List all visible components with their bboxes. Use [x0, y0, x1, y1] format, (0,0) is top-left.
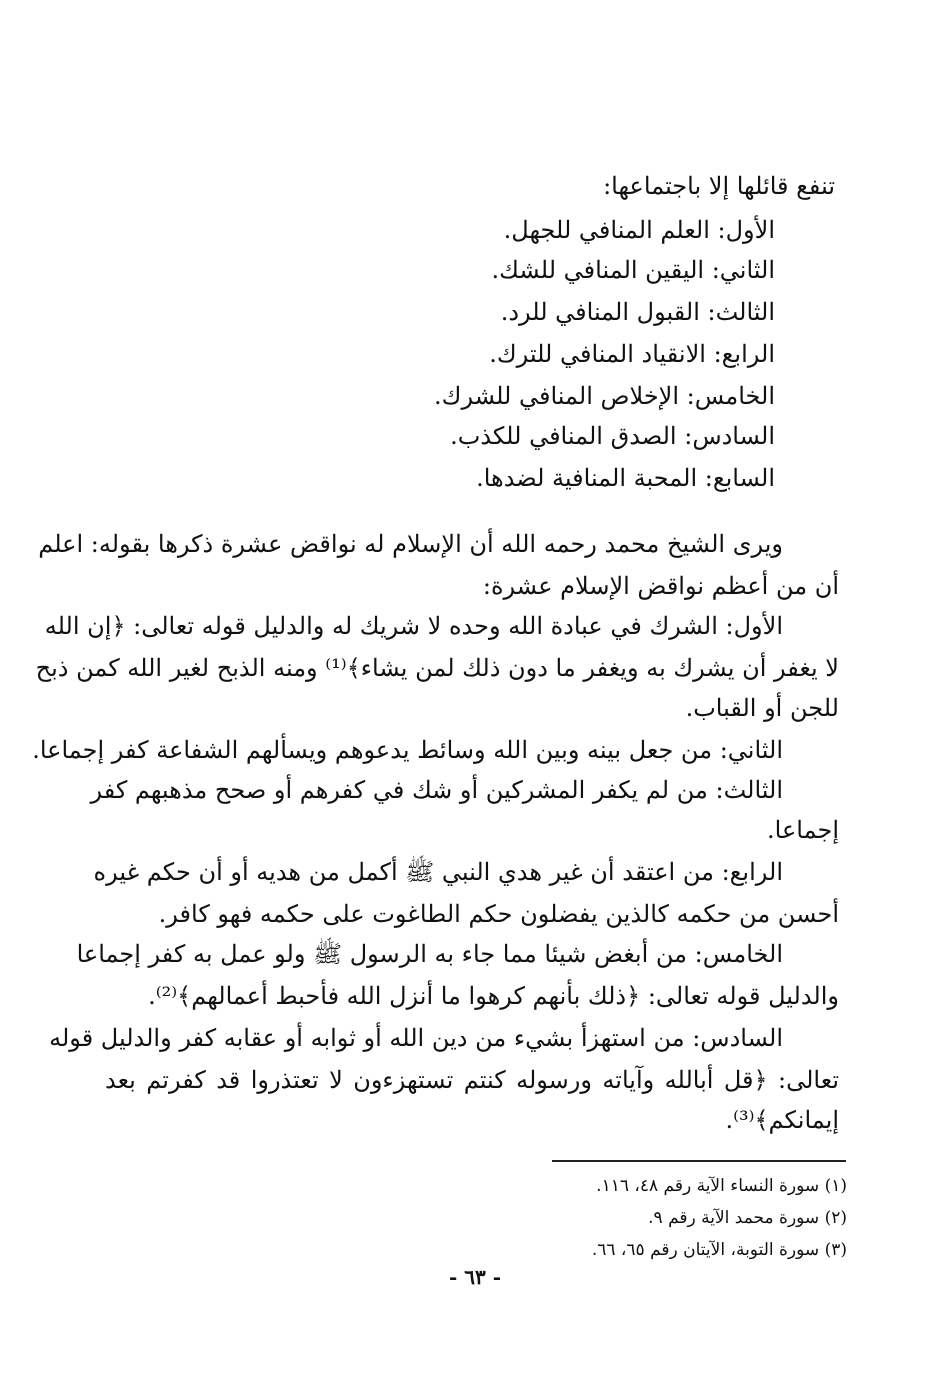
body-line: والدليل قوله تعالى: ﴿ذلك بأنهم كرهوا ما أنزل الله فأحبط أعمالهم﴾⁽²⁾.	[148, 982, 839, 1010]
body-line: أحسن من حكمه كالذين يفضلون حكم الطاغوت على حكمه فهو كافر.	[158, 900, 839, 928]
body-line: الأول: الشرك في عبادة الله وحده لا شريك له والدليل قوله تعالى: ﴿إن الله	[44, 612, 783, 640]
body-line: الثالث: من لم يكفر المشركين أو شك في كفرهم أو صحح مذهبهم كفر	[90, 776, 783, 804]
body-line: تعالى: ﴿قل أبالله وآياته ورسوله كنتم تستهزءون لا تعتذروا قد كفرتم بعد	[105, 1066, 839, 1094]
footnote: (٢) سورة محمد الآية رقم ٩.	[648, 1208, 847, 1228]
body-line: ويرى الشيخ محمد رحمه الله أن الإسلام له نواقض عشرة ذكرها بقوله: اعلم	[38, 530, 783, 558]
condition-item: السادس: الصدق المنافي للكذب.	[450, 422, 775, 450]
body-line: إيمانكم﴾⁽³⁾.	[725, 1106, 839, 1134]
condition-item: الرابع: الانقياد المنافي للترك.	[489, 340, 775, 368]
condition-item: الخامس: الإخلاص المنافي للشرك.	[434, 382, 775, 410]
body-line: الثاني: من جعل بينه وبين الله وسائط يدعوهم ويسألهم الشفاعة كفر إجماعا.	[32, 736, 783, 764]
footnote: (١) سورة النساء الآية رقم ٤٨، ١١٦.	[596, 1176, 847, 1196]
body-line: الخامس: من أبغض شيئا مما جاء به الرسول ﷺ ولو عمل به كفر إجماعا	[76, 940, 783, 968]
condition-item: السابع: المحبة المنافية لضدها.	[476, 464, 775, 492]
page-number: - ٦٣ -	[448, 1265, 501, 1289]
body-line: لا يغفر أن يشرك به ويغفر ما دون ذلك لمن يشاء﴾⁽¹⁾ ومنه الذبح لغير الله كمن ذبح	[35, 654, 839, 682]
intro-line: تنفع قائلها إلا باجتماعها:	[603, 172, 835, 200]
footnote-divider	[552, 1160, 846, 1162]
condition-item: الثاني: اليقين المنافي للشك.	[491, 256, 775, 284]
condition-item: الثالث: القبول المنافي للرد.	[500, 298, 775, 326]
condition-item: الأول: العلم المنافي للجهل.	[503, 216, 775, 244]
body-line: أن من أعظم نواقض الإسلام عشرة:	[482, 572, 839, 600]
body-line: الرابع: من اعتقد أن غير هدي النبي ﷺ أكمل من هديه أو أن حكم غيره	[93, 858, 783, 886]
body-line: السادس: من استهزأ بشيء من دين الله أو ثوابه أو عقابه كفر والدليل قوله	[49, 1024, 783, 1052]
body-line: للجن أو القباب.	[685, 694, 839, 722]
footnote: (٣) سورة التوبة، الآيتان رقم ٦٥، ٦٦.	[591, 1240, 847, 1260]
body-line: إجماعا.	[767, 816, 839, 844]
